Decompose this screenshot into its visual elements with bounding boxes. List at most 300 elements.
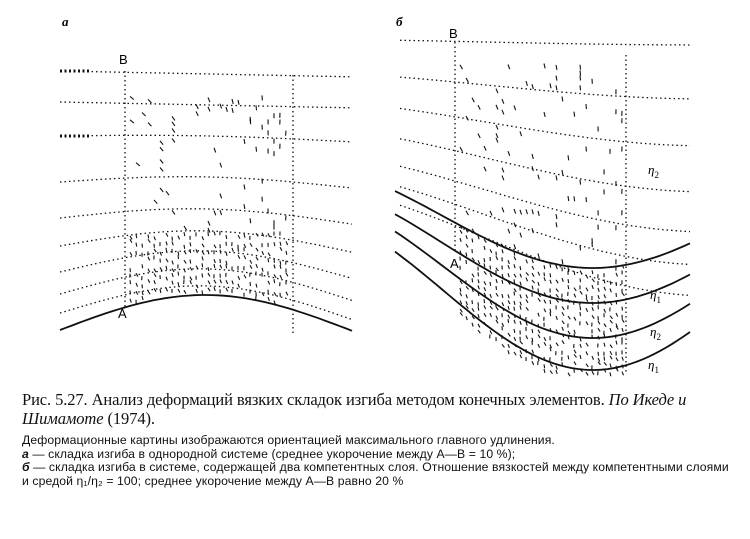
panel-a-strain-tick [130,120,134,123]
panel-a-strain-tick [172,210,175,214]
caption-note-a: а — складка изгиба в однородной системе (среднее укорочение между А—В = 10 %); [22,446,516,461]
panel-b-strain-tick [490,313,491,317]
panel-b-strain-tick [526,295,528,299]
panel-b-strain-tick [556,289,558,292]
panel-a-strain-tick [274,274,276,277]
panel-b-strain-tick [580,355,581,359]
panel-b-strain-tick [502,176,504,181]
panel-a-strain-tick [280,265,281,269]
panel-a-strain-tick [178,236,180,240]
panel-b-strain-tick [604,279,605,283]
panel-a-strain-tick [136,273,138,277]
panel-b-strain-tick [514,223,516,228]
panel-a-strain-tick [232,281,233,285]
panel-b-strain-tick [484,167,486,172]
panel-b-strain-tick [538,330,540,334]
panel-b-strain-tick [574,350,576,353]
panel-a-strain-tick [166,191,169,195]
panel-b-strain-tick [508,344,509,348]
panel-a-strain-tick [226,235,227,239]
panel-b-strain-tick [502,207,504,212]
panel-b-strain-tick [484,287,486,291]
panel-b-strain-tick [532,273,534,276]
panel-b-strain-tick [544,309,546,313]
panel-b-strain-tick [556,316,557,320]
panel-b-strain-tick [616,300,617,304]
panel-a-strain-tick [184,226,187,230]
panel-a-point-a: A [118,306,127,321]
panel-b-strain-tick [484,313,486,316]
panel-a-strain-tick [196,249,197,253]
panel-a-strain-tick [196,111,198,115]
panel-b-strain-tick [592,371,594,375]
panel-b-point-a: A [450,256,459,271]
panel-b-strain-tick [460,309,462,312]
panel-b-strain-tick [532,266,534,270]
panel-a-strain-tick [172,128,175,132]
panel-a-strain-tick [220,265,222,269]
panel-b-strain-tick [502,323,504,327]
panel-b-strain-tick [526,299,528,302]
panel-a-strain-tick [208,228,210,233]
panel-a-horizon [60,251,352,279]
panel-b-strain-tick [508,300,510,304]
panel-a-strain-tick [190,249,191,253]
panel-b-strain-tick [622,357,623,361]
panel-a-strain-tick [172,269,174,272]
panel-b-strain-tick [592,315,594,318]
panel-b-strain-tick [598,352,599,356]
panel-b-strain-tick [586,275,588,279]
panel-b-strain-tick [514,252,515,256]
panel-a-strain-tick [214,280,216,283]
panel-b-strain-tick [532,166,533,171]
panel-b-strain-tick [484,146,486,151]
panel-b-strain-tick [520,341,523,344]
panel-a-strain-tick [130,299,131,303]
panel-b-strain-tick [574,288,576,291]
figure-caption [22,390,734,488]
panel-b-strain-tick [562,259,563,264]
panel-a-strain-tick [274,292,276,295]
panel-b-strain-tick [568,285,569,289]
panel-b-strain-tick [532,209,533,214]
panel-b-strain-tick [538,313,539,317]
panel-a-strain-tick [178,251,179,255]
panel-b-strain-tick [604,287,606,291]
panel-a-strain-tick [220,210,222,215]
panel-b-strain-tick [508,64,510,69]
panel-a-strain-tick [160,267,162,270]
panel-b-strain-tick [550,364,553,367]
panel-b-strain-tick [514,352,516,355]
panel-a-strain-tick [286,292,288,296]
panel-b-strain-tick [466,305,468,308]
panel-a-strain-tick [286,241,288,245]
panel-b-strain-tick [496,316,498,320]
panel-a-strain-tick [166,241,167,245]
panel-b-strain-tick [592,285,593,289]
panel-b-strain-tick [586,364,588,367]
panel-b-strain-tick [526,209,527,214]
panel-a-strain-tick [220,163,222,168]
panel-b-strain-tick [532,329,533,333]
panel-b-strain-tick [496,279,497,283]
panel-b-competent-layer [395,191,690,268]
panel-b-strain-tick [472,323,473,327]
panel-b-strain-tick [502,110,504,115]
panel-a-strain-tick [262,251,264,255]
panel-b-strain-tick [466,252,467,256]
panel-a-strain-tick [172,116,175,120]
panel-a-strain-tick [280,275,282,279]
panel-b-strain-tick [550,83,551,88]
panel-b-strain-tick [508,306,509,310]
panel-b-strain-tick [610,351,612,355]
panel-b-strain-tick [562,312,564,315]
panel-a-strain-tick [256,248,258,251]
panel-b-strain-tick [490,249,492,253]
panel-b-strain-tick [538,175,539,180]
panel-a-strain-tick [220,250,221,254]
panel-b-strain-tick [478,285,479,289]
panel-a-strain-tick [202,236,204,240]
panel-b-strain-tick [622,328,623,332]
panel-a-strain-tick [220,279,221,283]
panel-b-strain-tick [622,293,624,296]
panel-b-strain-tick [604,343,605,347]
panel-b-strain-tick [496,138,498,143]
panel-b-strain-tick [466,301,467,305]
panel-a-strain-tick [196,289,197,293]
panel-b-strain-tick [556,370,557,374]
panel-a-strain-tick [268,233,270,237]
panel-a-strain-tick [184,232,185,236]
panel-b-strain-tick [520,295,521,299]
panel-b-strain-tick [490,294,491,298]
panel-b-strain-tick [538,272,540,276]
panel-b-strain-tick [556,65,557,70]
panel-a-strain-tick [178,289,180,293]
panel-b-strain-tick [538,334,540,337]
panel-b-strain-tick [586,298,588,302]
panel-b-point-b: B [449,26,458,41]
panel-a-strain-tick [202,263,203,267]
panel-b-strain-tick [532,286,533,290]
panel-a-strain-tick [172,138,175,142]
panel-b-strain-tick [520,306,521,310]
panel-a-strain-tick [208,273,210,277]
panel-b-strain-tick [484,246,485,250]
panel-b-strain-tick [616,358,618,361]
panel-a-strain-tick [202,251,204,254]
panel-a-strain-tick [154,273,156,276]
panel-b-strain-tick [502,168,504,173]
panel-b-strain-tick [514,244,516,249]
panel-a-strain-tick [274,242,275,246]
panel-a-strain-tick [166,259,168,262]
panel-a-strain-tick [250,282,251,286]
panel-b-strain-tick [514,105,516,110]
panel-b-strain-tick [598,288,599,292]
panel-b-strain-tick [574,362,576,365]
panel-a-strain-tick [148,234,149,238]
panel-b-strain-tick [484,239,486,242]
panel-a-horizon [60,231,352,252]
panel-a-strain-tick [160,141,163,145]
panel-b-strain-tick [484,258,485,262]
panel-b-strain-tick [532,84,533,89]
panel-b-strain-tick [532,259,533,263]
panel-a-strain-tick [154,288,156,291]
panel-b-strain-tick [586,351,588,355]
panel-b-strain-tick [550,280,551,284]
panel-a-strain-tick [136,291,138,295]
panel-b-strain-tick [556,280,558,283]
panel-b-strain-tick [484,299,485,303]
panel-a-strain-tick [208,107,210,112]
panel-a-strain-tick [208,250,209,254]
panel-b-strain-tick [604,333,605,337]
panel-b-strain-tick [604,357,605,361]
panel-a-strain-tick [220,194,222,199]
panel-a-strain-tick [202,244,204,247]
panel-a-strain-tick [148,257,150,261]
panel-a-strain-tick [268,258,269,262]
panel-a-strain-tick [238,235,240,238]
panel-a-strain-tick [148,123,151,127]
panel-b-strain-tick [508,151,510,156]
panel-a-strain-tick [148,239,150,242]
panel-a-strain-tick [166,248,167,252]
panel-b-strain-tick [520,210,522,215]
panel-b-strain-tick [526,260,527,264]
panel-a-strain-tick [214,259,215,263]
panel-b-strain-tick [556,294,559,297]
panel-b-competent-layer [395,214,690,303]
panel-a-strain-tick [160,252,162,256]
panel-b-strain-tick [562,307,564,310]
panel-b-strain-tick [574,354,577,357]
panel-b-strain-tick [526,272,529,275]
panel-b-strain-tick [520,131,522,136]
panel-b-strain-tick [604,324,606,327]
panel-a-letter: а [62,14,69,29]
panel-a-strain-tick [208,221,210,226]
panel-b-strain-tick [580,85,581,90]
panel-b-strain-tick [532,280,535,283]
panel-b-strain-tick [568,373,570,376]
panel-b-strain-tick [586,308,588,312]
panel-b-strain-tick [490,330,492,334]
caption-notes [22,434,734,488]
panel-b-strain-tick [508,294,509,298]
panel-b-strain-tick [490,211,492,216]
panel-b-strain-tick [592,279,594,282]
panel-b-strain-tick [472,308,474,311]
panel-b-strain-tick [460,238,461,242]
panel-a-horizon [60,71,352,77]
panel-b-strain-tick [580,70,581,75]
panel-b-strain-tick [478,134,480,138]
panel-b-strain-tick [484,263,485,267]
panel-b-strain-tick [514,301,515,305]
panel-b-strain-tick [568,279,569,283]
panel-a-strain-tick [286,273,288,277]
panel-b-strain-tick [556,343,558,346]
panel-a-strain-tick [166,277,167,281]
panel-b-strain-tick [520,321,521,325]
panel-b-strain-tick [484,305,486,309]
panel-b-strain-tick [508,273,509,277]
panel-b-strain-tick [544,342,546,345]
panel-a-strain-tick [166,288,168,292]
panel-a-strain-tick [250,265,252,269]
panel-b-strain-tick [514,279,515,283]
panel-b-strain-tick [478,260,480,264]
panel-b-strain-tick [532,228,533,233]
panel-b-strain-tick [622,372,624,376]
panel-b-horizon [400,77,690,99]
panel-b-eta-label-3: $\eta_2$ [650,324,661,342]
panel-a-strain-tick [166,233,168,237]
caption-title: Рис. 5.27. Анализ деформаций вязких складок изгиба методом конечных элементов. По Икеде и Шимамоте (1974). [22,390,687,428]
panel-a-strain-tick [250,243,252,246]
panel-b-strain-tick [508,315,510,319]
panel-b-strain-tick [586,372,588,375]
panel-a-strain-tick [196,104,198,108]
panel-b-strain-tick [544,64,545,69]
panel-b-strain-tick [496,105,498,110]
panel-b-strain-tick [520,315,521,319]
panel-a-strain-tick [154,249,156,252]
panel-a-strain-tick [244,275,246,278]
panel-b-strain-tick [526,278,527,282]
panel-b-horizon [400,139,690,192]
panel-b-strain-tick [460,288,461,292]
panel-b-strain-tick [598,336,599,340]
panel-a-point-b: B [119,52,128,67]
panel-b-strain-tick [466,78,468,82]
panel-b-strain-tick [526,81,527,86]
panel-b-strain-tick [574,112,575,117]
panel-a-strain-tick [202,273,203,277]
panel-b-strain-tick [484,281,486,285]
panel-b-strain-tick [508,319,509,323]
panel-a-strain-tick [244,139,245,144]
panel-b-strain-tick [580,245,581,250]
panel-a-strain-tick [250,260,252,264]
panel-a-strain-tick [280,242,281,246]
panel-b-strain-tick [562,170,563,175]
panel-b-strain-tick [550,273,551,277]
panel-b-strain-tick [520,350,522,354]
panel-a-strain-tick [130,239,132,243]
panel-b-strain-tick [592,307,593,311]
panel-b-strain-tick [580,291,582,294]
panel-b-strain-tick [544,277,545,281]
panel-b-strain-tick [460,65,463,69]
panel-b-strain-tick [586,343,588,346]
panel-b-strain-tick [598,328,600,331]
panel-a-strain-tick [190,280,191,284]
panel-b-strain-tick [514,329,515,333]
panel-a-horizon [60,135,352,142]
panel-b-strain-tick [544,300,546,304]
panel-a-strain-tick [280,261,281,265]
panel-a-strain-tick [166,266,167,270]
panel-a-strain-tick [130,236,132,239]
panel-a-strain-tick [160,160,163,164]
panel-b-strain-tick [472,98,474,102]
panel-b-strain-tick [502,294,503,298]
panel-b-strain-tick [544,337,546,341]
panel-b-strain-tick [520,355,522,359]
panel-b-strain-tick [544,364,545,368]
panel-b-strain-tick [514,264,515,268]
panel-a-strain-tick [214,287,215,291]
panel-b-strain-tick [556,214,557,219]
panel-b-strain-tick [580,65,581,70]
panel-a-strain-tick [268,297,269,301]
panel-a-strain-tick [136,283,138,287]
panel-b-strain-tick [544,112,545,117]
panel-b-strain-tick [580,180,581,185]
panel-a-horizon [60,102,352,108]
panel-b-strain-tick [460,230,462,233]
panel-a-strain-tick [178,282,179,286]
panel-a-strain-tick [226,252,227,256]
panel-a-strain-tick [232,248,233,252]
panel-b-strain-tick [550,300,551,304]
panel-b-strain-tick [496,133,498,138]
panel-b-strain-tick [598,301,599,305]
panel-a-strain-tick [208,288,210,291]
panel-b-strain-tick [568,355,569,359]
panel-b-strain-tick [472,238,473,242]
panel-b-strain-tick [598,321,600,325]
panel-b-strain-tick [562,327,563,331]
panel-a-strain-tick [202,290,203,294]
panel-a-strain-tick [154,269,156,272]
panel-b-strain-tick [550,309,551,313]
panel-a-strain-tick [136,243,137,247]
panel-a-strain-tick [190,277,192,281]
panel-b-strain-tick [460,312,463,315]
panel-a-strain-tick [214,148,216,153]
panel-b-strain-tick [550,371,552,374]
panel-b-strain-tick [610,372,611,376]
panel-a-strain-tick [172,122,175,126]
panel-a-strain-tick [238,284,239,288]
panel-b-strain-tick [466,316,467,320]
panel-b-strain-tick [610,289,611,293]
panel-a-strain-tick [154,236,155,240]
panel-a-strain-tick [208,281,210,284]
panel-a-strain-tick [286,251,287,255]
panel-b-strain-tick [532,350,534,354]
panel-a-strain-tick [208,97,210,102]
panel-a-strain-tick [280,247,282,251]
panel-a-strain-tick [274,265,275,269]
panel-b-strain-tick [556,175,557,180]
panel-a-strain-tick [136,163,140,166]
panel-a-strain-tick [148,291,150,294]
panel-b-strain-tick [568,331,570,334]
panel-b-strain-tick [502,344,504,347]
panel-b-strain-tick [496,125,498,130]
panel-b-strain-tick [580,271,582,274]
